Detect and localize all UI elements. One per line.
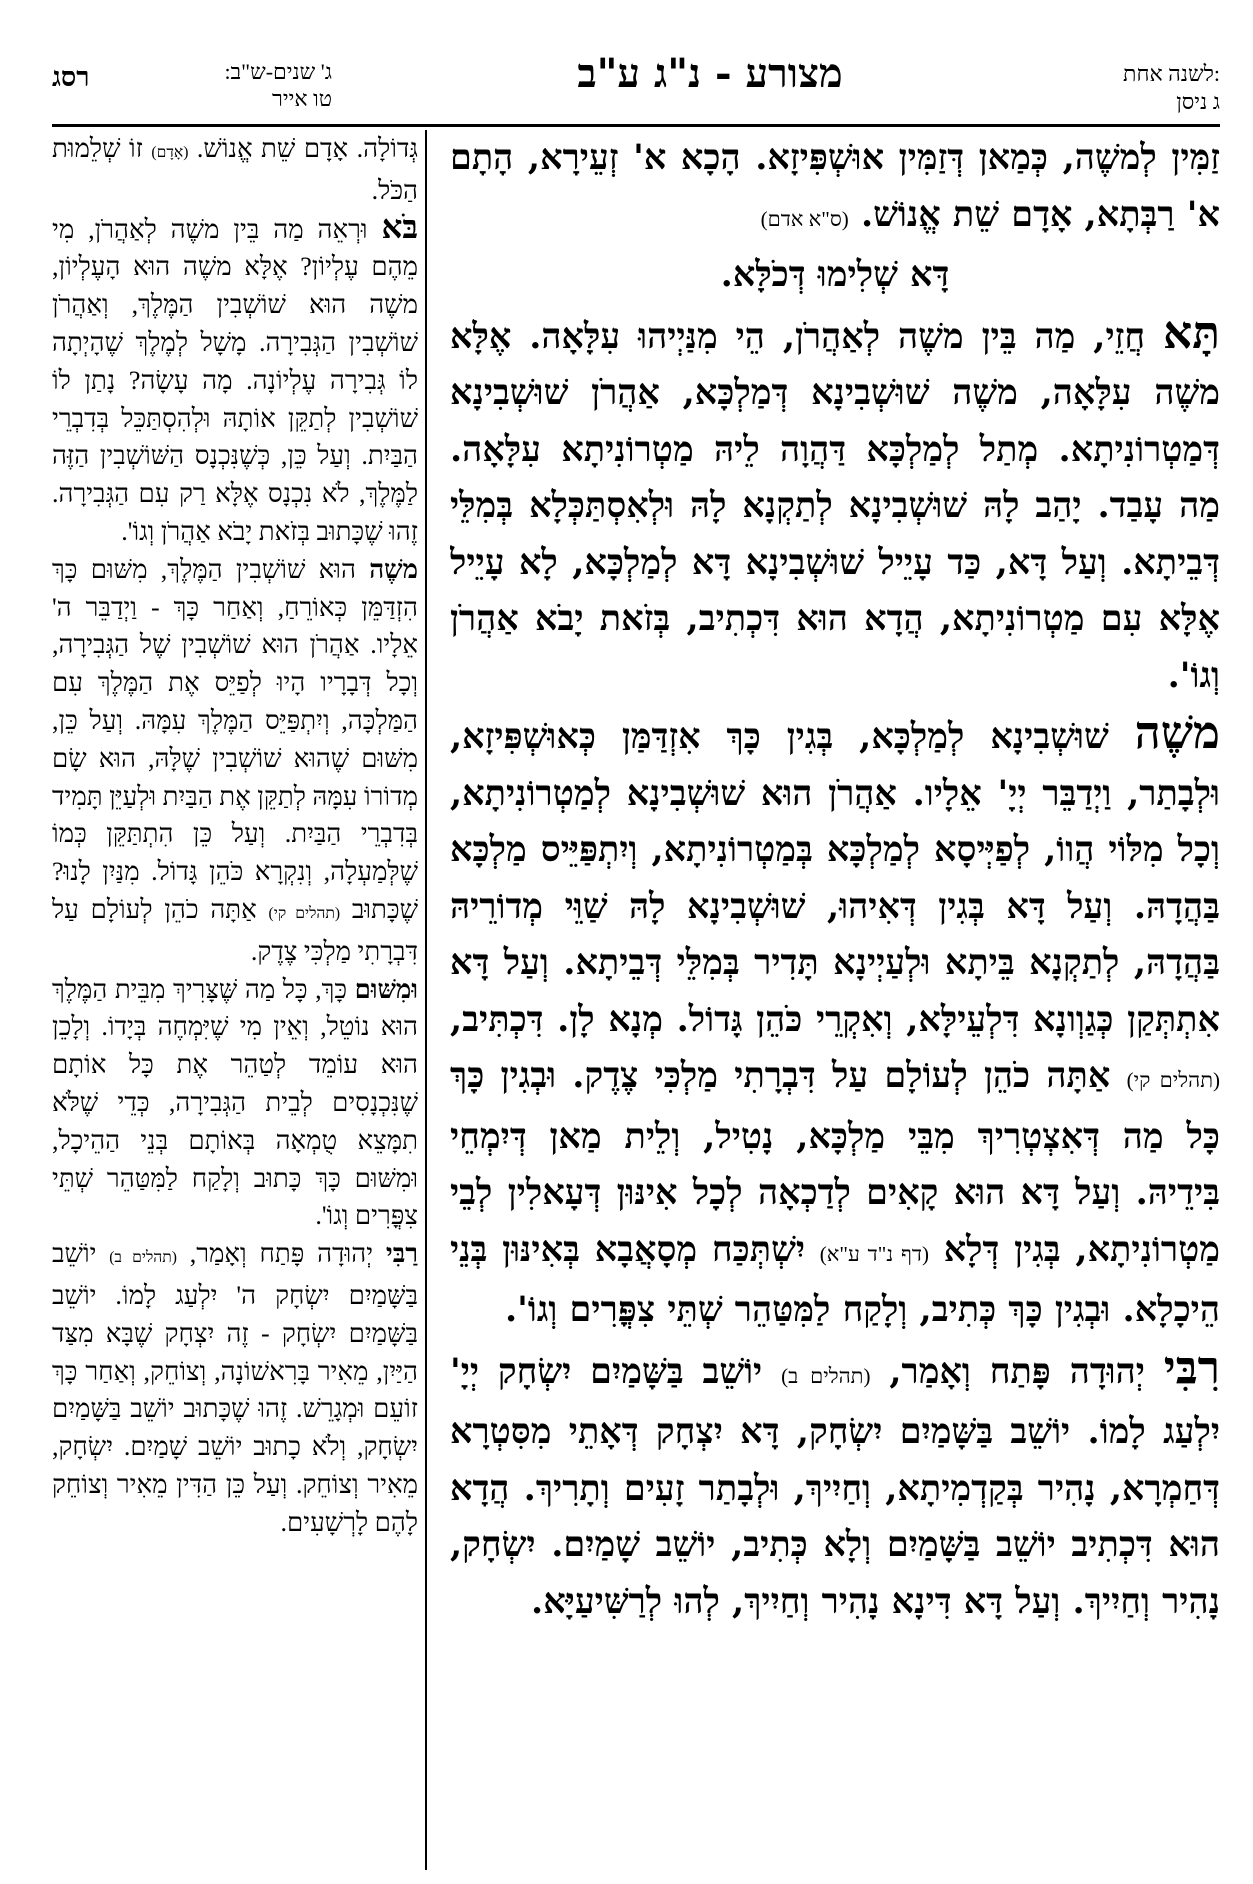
main-paragraph-4 [450,1339,1220,1631]
side-text-segment: יְהוּדָה פָּתַח וְאָמַר, [189,1239,386,1269]
side-text-segment: גְּדוֹלָה. אָדָם שֵׁת אֱנוֹשׁ. [196,134,418,163]
source-reference: (אָדָם) [151,144,189,161]
schedule-label-three-years: ג' שנים-ש"ב: [224,59,332,84]
main-text-segment: יוֹשֵׁב בַּשָּׁמַיִם יִשְׂחָק יְיָ' יִלְעַג לָמוֹ. יוֹשֵׁב בַּשָּׁמַיִם יִשְׂחָק, דָּא יִצְחָק דְּאָתֵי מִסִּטְרָא דְּחַמְרָא, נָהִיר בְּקַדְמִיתָא, וְחַיִיךְ, וּלְבָתַר זָעִים וְתָרִיךְ. הֲדָא הוּא דִּכְתִיב יוֹשֵׁב בַּשָּׁמַיִם וְלָא כְּתִיב, יוֹשֵׁב שָׁמַיִם. יִשְׂחָק, נָהִיר וְחַיִיךְ. וְעַל דָּא דִּינָא נָהִיר וְחַיִיךְ, לְהוּ לְרַשִּׁיעַיָּא. [450,1350,1220,1622]
side-paragraph-3 [52,551,418,971]
study-schedule-one-year [1000,60,1220,116]
main-text-segment: יִשְׁתְּכַּח מְסָאֲבָא בְּאִינּוּן בְּנֵי הֵיכָלָא. וּבְגִין כָּךְ כְּתִיב, וְלָקַח לַמִּטַּהֵר שְׁתֵּי צִפֳּרִים וְגוֹ'. [450,1228,1220,1330]
main-paragraph-1 [450,130,1220,247]
aramaic-text-column [450,130,1220,1870]
side-paragraph-1 [52,130,418,210]
main-paragraph-3 [450,704,1220,1339]
side-text-segment: אַתָּה כֹהֵן לְעוֹלָם עַל דִּבְרָתִי מַלְכִּי צֶדֶק. [52,894,418,966]
paragraph-lead-word: בֹּא [381,209,418,246]
side-paragraph-2 [52,210,418,551]
main-paragraph-2 [450,304,1220,705]
source-reference: (תהלים קי) [1126,1068,1220,1092]
hebrew-translation-column [52,130,418,1870]
source-reference: (תהלים ב) [109,1249,177,1267]
column-divider [425,130,427,1870]
side-paragraph-4 [52,971,418,1236]
header-rule [52,124,1220,127]
page-number: רסג [52,62,90,92]
folio-reference: (דף נ"ד ע"א) [819,1241,929,1266]
paragraph-lead-word: משֶׁה [1134,705,1220,759]
schedule-label-one-year: לשנה אחת: [1123,61,1220,86]
side-text-segment: יוֹשֵׁב בַּשָּׁמַיִם יִשְׂחָק ה' יִלְעַג לָמוֹ. יוֹשֵׁב בַּשָּׁמַיִם יִשְׂחָק - זֶה יִצְחָק שֶׁבָּא מִצַּד הַיַּיִן, מֵאִיר בָּרִאשׁוֹנָה, וְצוֹחֵק, וְאַחַר כָּךְ זוֹעֵם וּמְגָרֵשׁ. זֶהוּ שֶׁכָּתוּב יוֹשֵׁב בַּשָּׁמַיִם יִשְׂחָק, וְלֹא כָתוּב יוֹשֵׁב שָׁמַיִם. יִשְׂחָק, מֵאִיר וְצוֹחֵק. וְעַל כֵּן הַדִּין מֵאִיר וְצוֹחֵק לָהֶם לָרְשָׁעִים. [52,1239,418,1537]
main-text-segment: אַתָּה כֹהֵן לְעוֹלָם עַל דִּבְרָתִי מַלְכִּי צֶדֶק. וּבְגִין כָּךְ כָּל מַה דְּאִצְטְרִיךְ מִבֵּי מַלְכָּא, נָטִיל, וְלֵית מַאן דְּיִמְחֵי בִּידֵיהּ. וְעַל דָּא הוּא קָאִים לְדַכְאָה לְכָל אִינּוּן דְּעָאלִין לְבֵי מַטְרוֹנִיתָא, בְּגִין דְּלָא [450,1055,1220,1270]
paragraph-lead-word: תָּא [1163,304,1220,359]
main-text-segment: דָּא שְׁלִימוּ דְּכֹלָּא. [720,254,950,295]
side-text-segment: זוֹ שְׁלֵמוּת הַכֹּל. [52,134,418,205]
schedule-date-one-year: ג ניסן [1176,89,1220,114]
schedule-date-three-years: טו אייר [272,86,332,111]
paragraph-lead-word: וּמִשּׁוּם [354,974,418,1004]
side-paragraph-5 [52,1235,418,1541]
schedule-lines [224,58,332,112]
paragraph-lead-word: משֶׁה [369,554,418,584]
main-text-segment: יְהוּדָה פָּתַח וְאָמַר, [889,1350,1164,1392]
source-reference: (תהלים קי) [268,904,341,922]
page-header [0,0,1253,125]
side-text-segment: הוּא שׁוֹשְׁבִין הַמֶּלֶךְ, מִשּׁוּם כָּךְ הִזְדַּמֵּן כְּאוֹרֵחַ, וְאַחַר כָּךְ - וַיְדַבֵּר ה' אֵלָיו. אַהֲרֹן הוּא שׁוֹשְׁבִין שֶׁל הַגְּבִירָה, וְכָל דְּבָרָיו הָיוּ לְפַיֵּס אֶת הַמֶּלֶךְ עִם הַמַּלְכָּה, וְיִתְפַּיֵּס הַמֶּלֶךְ עִמָּהּ. וְעַל כֵּן, מִשּׁוּם שֶׁהוּא שׁוֹשְׁבִין שֶׁלָּהּ, הוּא שָׂם מְדוֹרוֹ עִמָּהּ לְתַקֵּן אֶת הַבַּיִת וּלְעַיֵּן תָּמִיד בְּדִבְרֵי הַבַּיִת. וְעַל כֵּן הִתְתַּקֵּן כְּמוֹ שֶׁלְּמַעְלָה, וְנִקְרָא כֹּהֵן גָּדוֹל. מִנַּיִן לָנוּ? שֶׁכָּתוּב [52,554,418,924]
source-reference: (תהלים ב) [781,1363,871,1388]
source-reference: (ס"א אדם) [760,206,849,231]
side-text-segment: וּרְאֵה מַה בֵּין משֶׁה לְאַהֲרֹן, מִי מֵהֶם עֶלְיוֹן? אֶלָּא משֶׁה הוּא הָעֶלְיוֹן, משֶׁה הוּא שׁוֹשְׁבִין הַמֶּלֶךְ, וְאַהֲרֹן שׁוֹשְׁבִין הַגְּבִירָה. מָשָׁל לְמֶלֶךְ שֶׁהָיְתָה לוֹ גְּבִירָה עֶלְיוֹנָה. מָה עָשָׂה? נָתַן לוֹ שׁוֹשְׁבִין לְתַקֵּן אוֹתָהּ וּלְהִסְתַּכֵּל בְּדִבְרֵי הַבַּיִת. וְעַל כֵּן, כְּשֶׁנִּכְנָס הַשּׁוֹשְׁבִין הַזֶּה לַמֶּלֶךְ, לֹא נִכְנָס אֶלָּא רַק עִם הַגְּבִירָה. זֶהוּ שֶׁכָּתוּב בְּזֹאת יָבֹא אַהֲרֹן וְגוֹ'. [52,214,418,546]
main-text-segment: חֲזֵי, מַה בֵּין משֶׁה לְאַהֲרֹן, הֵי מִנַּיְיהוּ עִלָּאָה. אֶלָּא משֶׁה עִלָּאָה, משֶׁה שׁוּשְׁבִינָא דְּמַלְכָּא, אַהֲרֹן שׁוּשְׁבִינָא דְּמַטְרוֹנִיתָא. מְתַל לְמַלְכָּא דַּהֲוָה לֵיהּ מַטְרוֹנִיתָא עִלָּאָה. מַה עָבַד. יָהַב לָהּ שׁוּשְׁבִינָא לְתַקְנָא לָהּ וּלְאִסְתַּכְּלָא בְּמִלֵּי דְּבֵיתָא. וְעַל דָּא, כַּד עָיֵיל שׁוּשְׁבִינָא דָּא לְמַלְכָּא, לָא עָיֵיל אֶלָּא עִם מַטְרוֹנִיתָא, הֲדָא הוּא דִּכְתִיב, בְּזֹאת יָבֹא אַהֲרֹן וְגוֹ'. [450,315,1220,696]
side-text-segment: כָּךְ, כָּל מַה שֶּׁצָּרִיךְ מִבֵּית הַמֶּלֶךְ הוּא נוֹטֵל, וְאֵין מִי שֶׁיִּמְחֶה בְּיָדוֹ. וְלָכֵן הוּא עוֹמֵד לְטַהֵר אֶת כָּל אוֹתָם שֶׁנִּכְנָסִים לְבֵית הַגְּבִירָה, כְּדֵי שֶׁלֹּא תִמָּצֵא טֻמְאָה בְּאוֹתָם בְּנֵי הַהֵיכָל, וּמִשּׁוּם כָּךְ כָּתוּב וְלָקַח לַמִּטַּהֵר שְׁתֵּי צִפֳּרִים וְגוֹ'. [52,974,418,1231]
main-paragraph-1-end [450,247,1220,304]
paragraph-lead-word: רִבִּי [1163,1339,1220,1394]
paragraph-lead-word: רַבִּי [385,1239,418,1269]
main-text-segment: זַמִּין לְמשֶׁה, כְּמַאן דְּזַמִּין אוּשְׁפִּיזָא. הָכָא א' זְעֵירָא, הָתָם א' רַבְּתָא, אָדָם שֵׁת אֱנוֹשׁ. [450,137,1220,235]
main-text-segment: שׁוּשְׁבִינָא לְמַלְכָּא, בְּגִין כָּךְ אִזְדַּמַּן כְּאוּשְׁפִּיזָא, וּלְבָתַר, וַיְדַבֵּר יְיָ' אֵלָיו. אַהֲרֹן הוּא שׁוּשְׁבִינָא לְמַטְרוֹנִיתָא, וְכָל מִלּוֹי הֲווֹ, לְפַיְּיסָא לְמַלְכָּא בְּמַטְרוֹנִיתָא, וְיִתְפַּיֵּיס מַלְכָּא בַּהֲדָהּ. וְעַל דָּא בְּגִין דְּאִיהוּ, שׁוּשְׁבִינָא לָהּ שַׁוֵּי מְדוֹרֵיהּ בַּהֲדָהּ, לְתַקְנָא בֵּיתָא וּלְעַיְינָא תָּדִיר בְּמִלֵּי דְּבֵיתָא. וְעַל דָּא אִתְתְּקַן כְּגַוְונָא דִּלְעֵילָּא, וְאִקְרֵי כֹּהֵן גָּדוֹל. מְנָא לָן. דִּכְתִּיב, [450,716,1220,1040]
page-title: מצורע - נ"ג ע"ב [577,50,843,97]
